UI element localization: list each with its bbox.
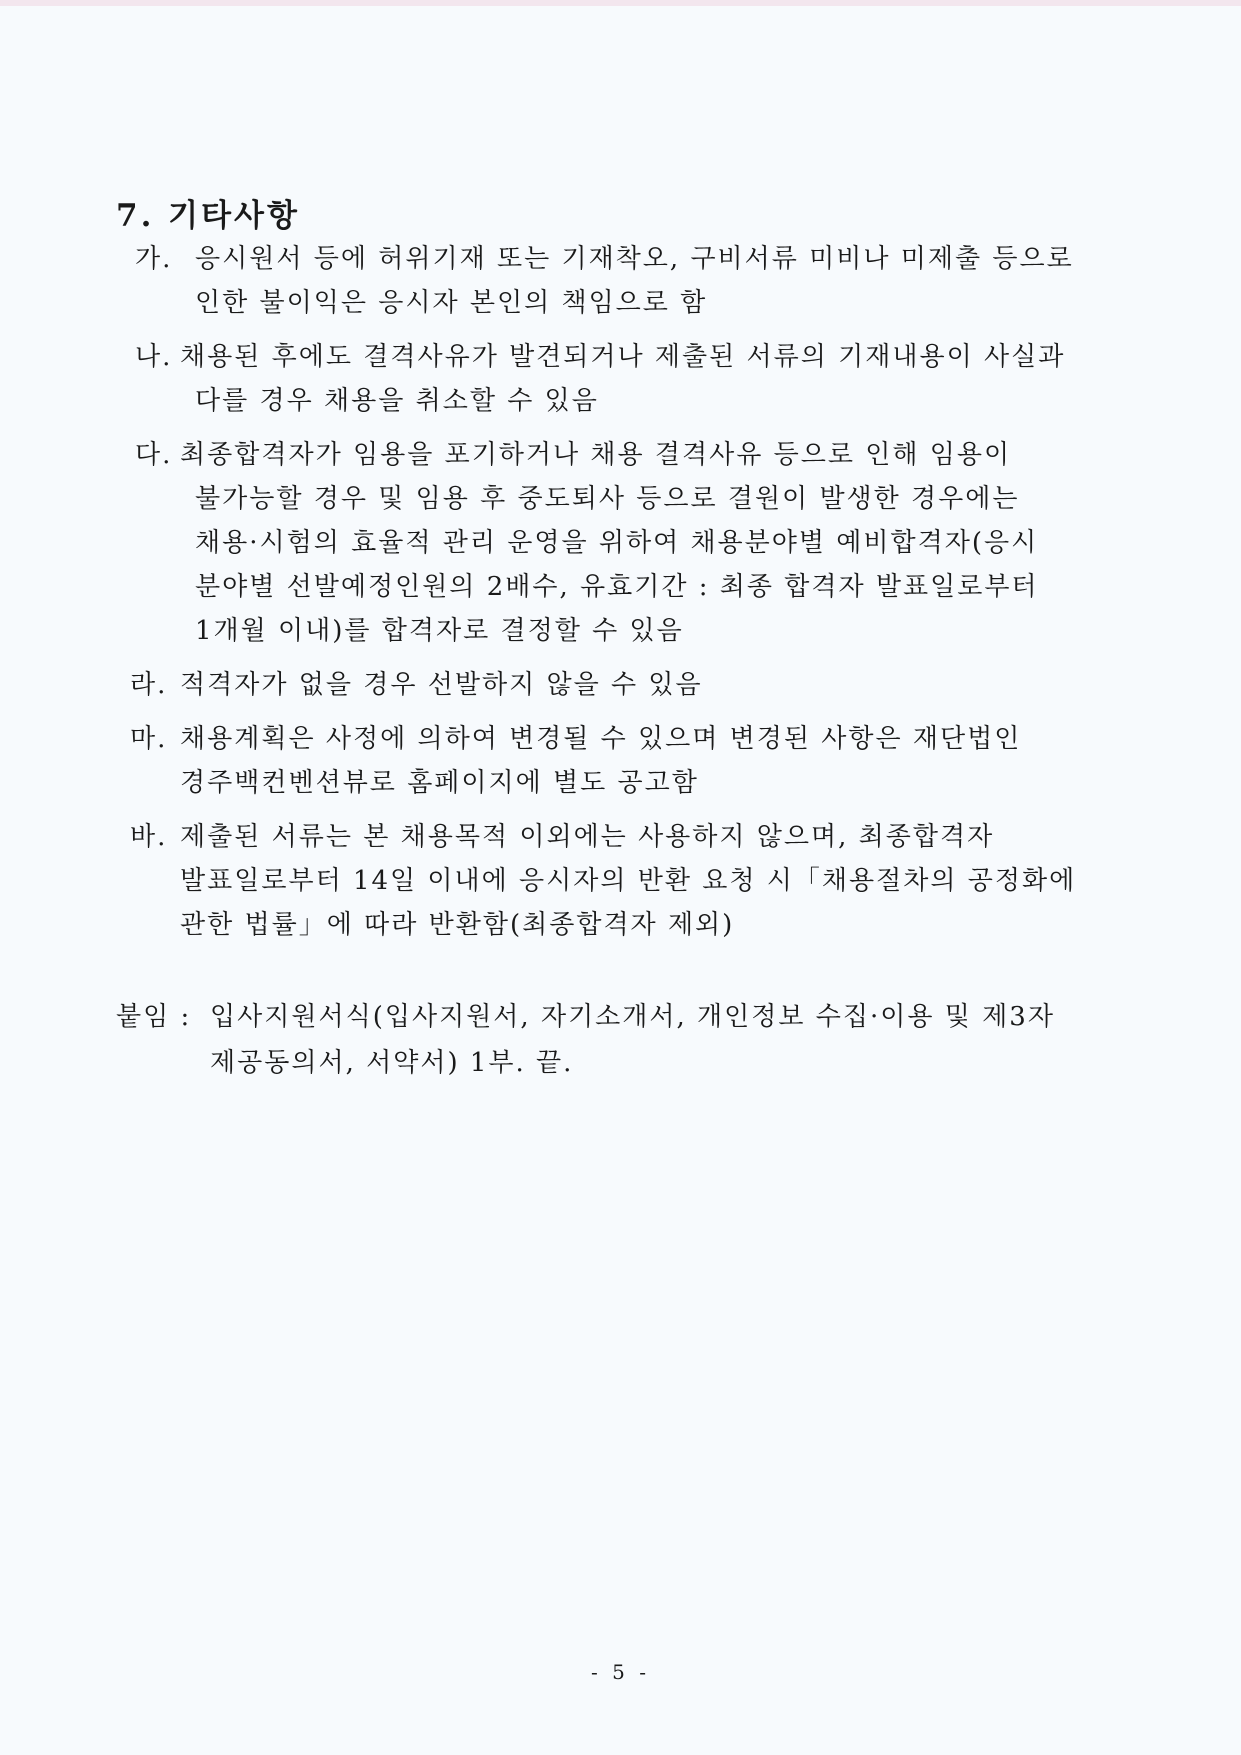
attachment-line-1: 입사지원서식(입사지원서, 자기소개서, 개인정보 수집·이용 및 제3자 xyxy=(210,1002,1055,1032)
item-marker-ba: 바. xyxy=(130,822,168,852)
item-ma-line-2: 경주백컨벤션뷰로 홈페이지에 별도 공고함 xyxy=(180,768,699,798)
item-marker-ra: 라. xyxy=(130,670,168,700)
item-da-line-4: 분야별 선발예정인원의 2배수, 유효기간 : 최종 합격자 발표일로부터 xyxy=(195,572,1039,602)
page-top-edge xyxy=(0,0,1241,6)
item-da-line-2: 불가능할 경우 및 임용 후 중도퇴사 등으로 결원이 발생한 경우에는 xyxy=(195,484,1020,514)
item-ga-line-2: 인한 불이익은 응시자 본인의 책임으로 함 xyxy=(195,288,708,318)
page-number: - 5 - xyxy=(591,1660,650,1684)
item-marker-na: 나. xyxy=(135,342,173,372)
attachment-label: 붙임 : xyxy=(116,1002,192,1032)
item-na-line-2: 다를 경우 채용을 취소할 수 있음 xyxy=(195,386,599,416)
item-da-line-3: 채용·시험의 효율적 관리 운영을 위하여 채용분야별 예비합격자(응시 xyxy=(195,528,1039,558)
section-title: 7. 기타사항 xyxy=(116,198,300,234)
attachment-line-2: 제공동의서, 서약서) 1부. 끝. xyxy=(210,1048,574,1078)
item-ba-line-3: 관한 법률」에 따라 반환함(최종합격자 제외) xyxy=(180,910,735,940)
item-marker-ma: 마. xyxy=(130,724,168,754)
item-marker-ga: 가. xyxy=(135,244,173,274)
item-da-line-5: 1개월 이내)를 합격자로 결정할 수 있음 xyxy=(195,616,684,646)
item-ba-line-2: 발표일로부터 14일 이내에 응시자의 반환 요청 시「채용절차의 공정화에 xyxy=(180,866,1077,896)
item-ra-line-1: 적격자가 없을 경우 선발하지 않을 수 있음 xyxy=(180,670,703,700)
item-ma-line-1: 채용계획은 사정에 의하여 변경될 수 있으며 변경된 사항은 재단법인 xyxy=(180,724,1022,754)
item-da-line-1: 최종합격자가 임용을 포기하거나 채용 결격사유 등으로 인해 임용이 xyxy=(180,440,1012,470)
item-ga-line-1: 응시원서 등에 허위기재 또는 기재착오, 구비서류 미비나 미제출 등으로 xyxy=(195,244,1074,274)
item-ba-line-1: 제출된 서류는 본 채용목적 이외에는 사용하지 않으며, 최종합격자 xyxy=(180,822,995,852)
item-marker-da: 다. xyxy=(135,440,173,470)
item-na-line-1: 채용된 후에도 결격사유가 발견되거나 제출된 서류의 기재내용이 사실과 xyxy=(180,342,1066,372)
